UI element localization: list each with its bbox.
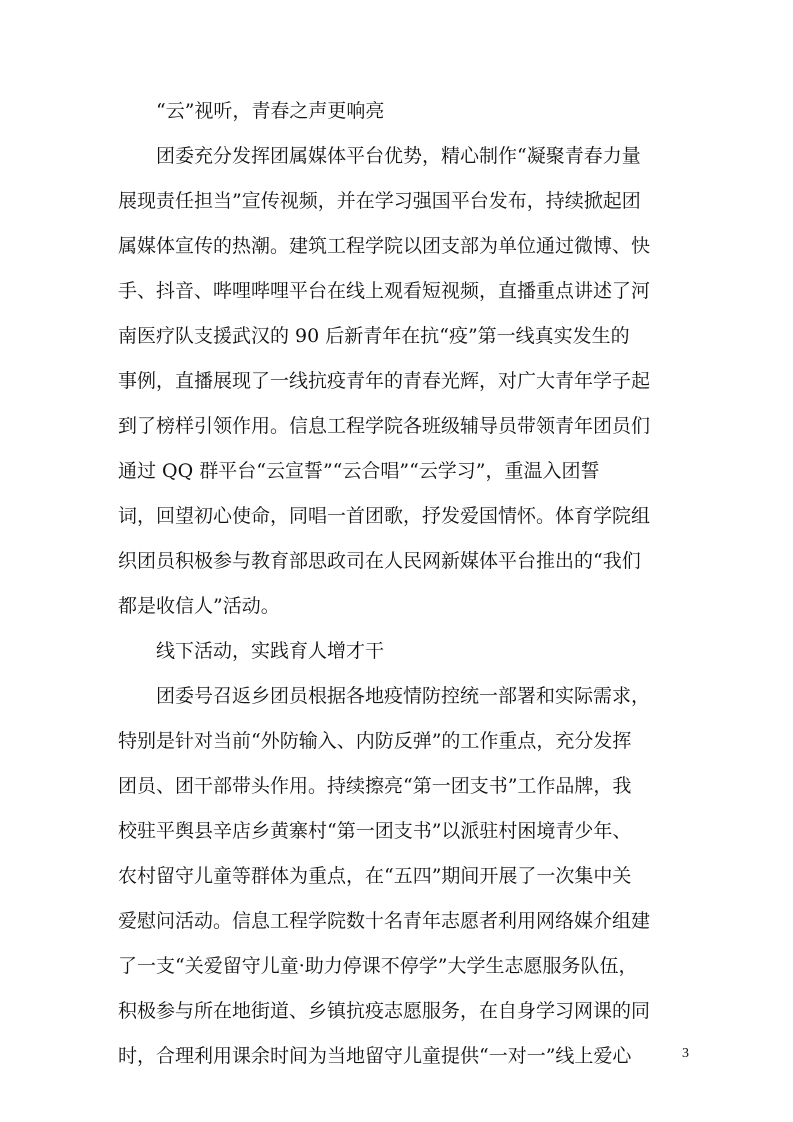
paragraph-line: 积极参与所在地街道、乡镇抗疫志愿服务，在自身学习网课的同 [118,1000,651,1022]
section-heading: 线下活动，实践育人增才干 [118,640,385,662]
paragraph-line: 织团员积极参与教育部思政司在人民网新媒体平台推出的“我们 [118,550,641,572]
paragraph-line: 了一支“关爱留守儿童·助力停课不停学”大学生志愿服务队伍， [118,955,638,977]
paragraph-line: 团员、团干部带头作用。持续擦亮“第一团支书”工作品牌，我 [118,775,632,797]
paragraph-line: 属媒体宣传的热潮。建筑工程学院以团支部为单位通过微博、快 [118,235,651,257]
paragraph-line: 爱慰问活动。信息工程学院数十名青年志愿者利用网络媒介组建 [118,910,651,932]
paragraph-line: 词，回望初心使命，同唱一首团歌，抒发爱国情怀。体育学院组 [118,505,651,527]
paragraph-line: 团委号召返乡团员根据各地疫情防控统一部署和实际需求， [118,685,651,707]
paragraph-line: 特别是针对当前“外防输入、内防反弹”的工作重点，充分发挥 [118,730,632,752]
paragraph-line: 时，合理利用课余时间为当地留守儿童提供“一对一”线上爱心 [118,1045,632,1067]
paragraph-line: 事例，直播展现了一线抗疫青年的青春光辉，对广大青年学子起 [118,370,651,392]
paragraph-line: 南医疗队支援武汉的 90 后新青年在抗“疫”第一线真实发生的 [118,325,630,347]
paragraph-line: 农村留守儿童等群体为重点，在“五四”期间开展了一次集中关 [118,865,632,887]
paragraph-line: 都是收信人”活动。 [118,595,280,617]
paragraph-line: 展现责任担当”宣传视频，并在学习强国平台发布，持续掀起团 [118,190,641,212]
section-heading: “云”视听，青春之声更响亮 [118,100,385,122]
paragraph-line: 通过 QQ 群平台“云宣誓”“云合唱”“云学习”，重温入团誓 [118,460,600,482]
paragraph-line: 手、抖音、哔哩哔哩平台在线上观看短视频，直播重点讲述了河 [118,280,651,302]
paragraph-line: 到了榜样引领作用。信息工程学院各班级辅导员带领青年团员们 [118,415,651,437]
page-number: 3 [682,1046,689,1061]
paragraph-line: 团委充分发挥团属媒体平台优势，精心制作“凝聚青春力量 [118,145,641,167]
paragraph-line: 校驻平舆县辛店乡黄寨村“第一团支书”以派驻村困境青少年、 [118,820,632,842]
